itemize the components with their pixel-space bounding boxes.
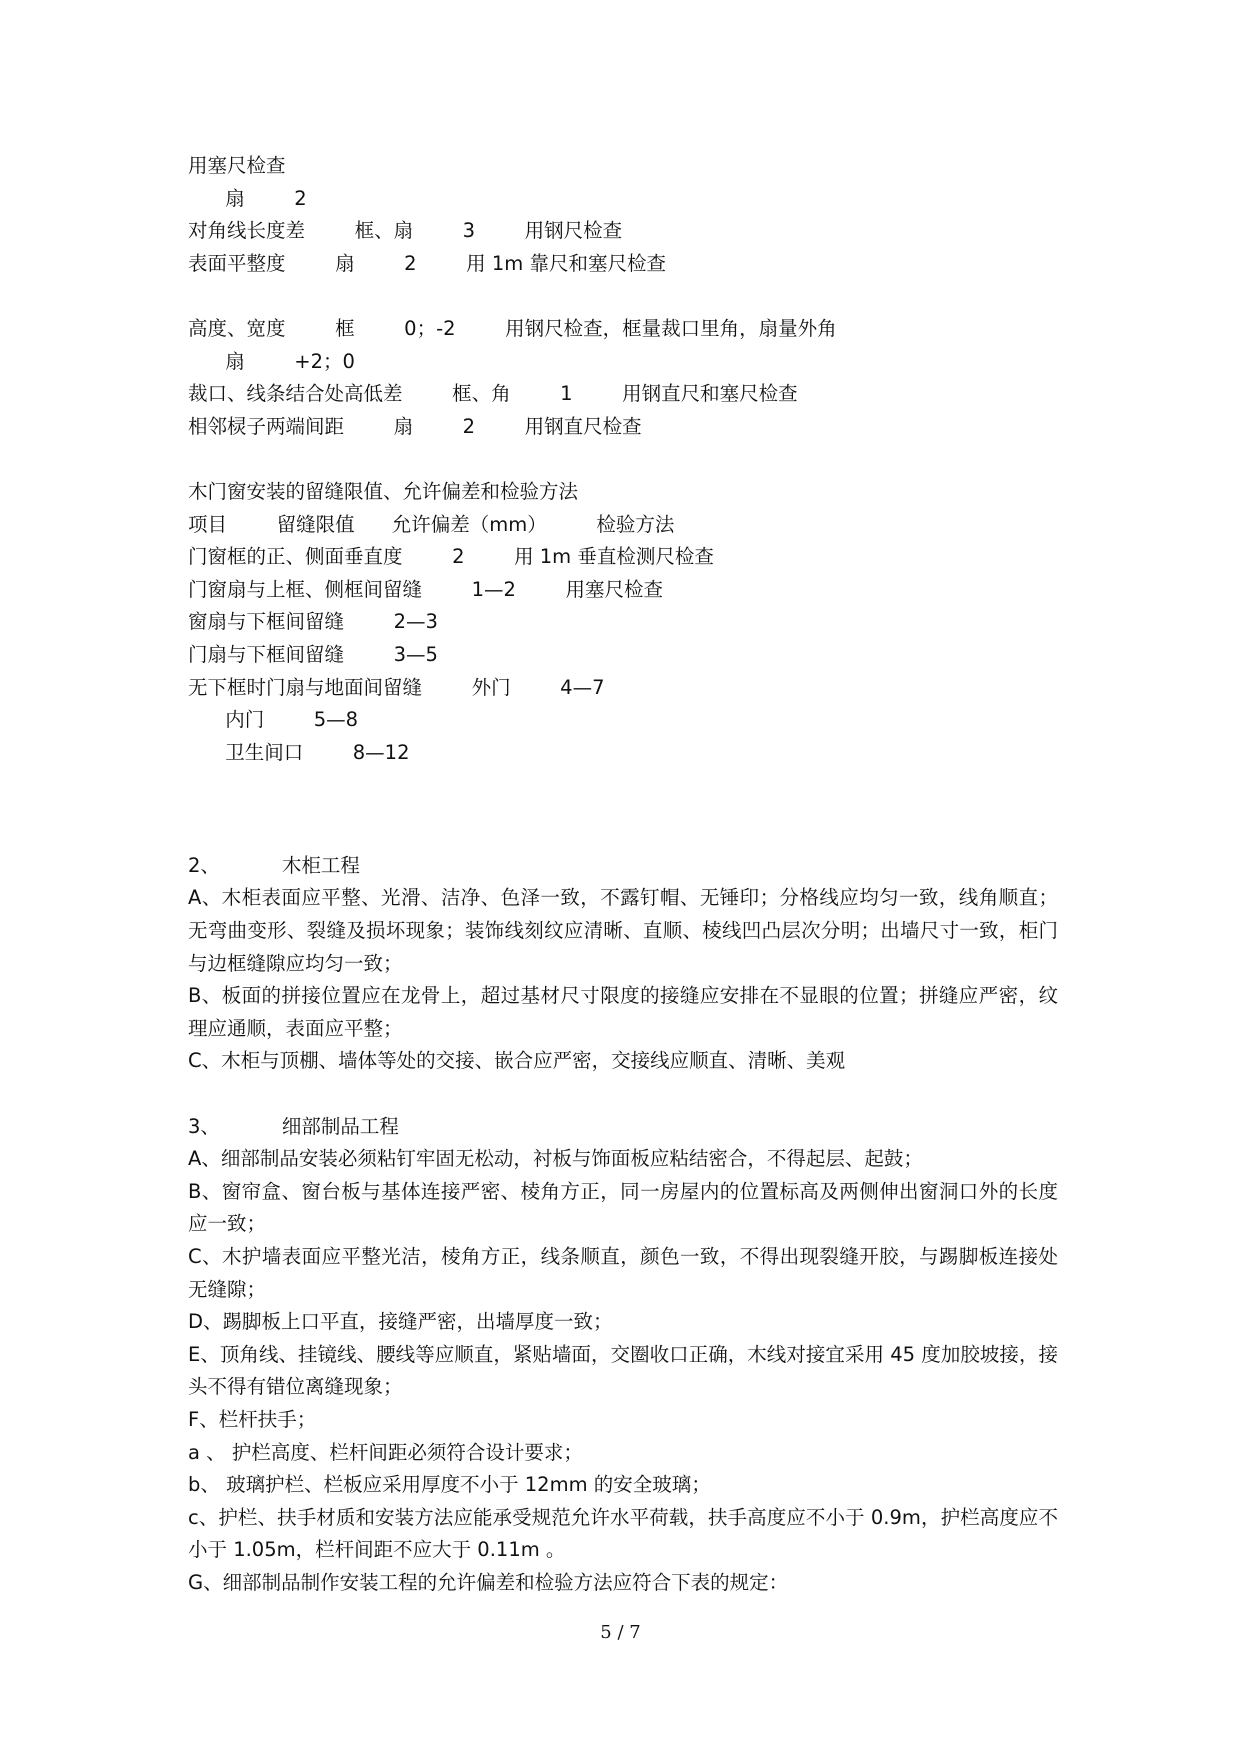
table1-row: 对角线长度差 框、扇 3 用钢尺检查 (188, 219, 623, 243)
document-body (188, 150, 1058, 1600)
table2-header: 项目 留缝限值 允许偏差（mm） 检验方法 (188, 512, 675, 536)
section3-heading: 3、 细部制品工程 (188, 1114, 399, 1138)
blank-line (188, 443, 1058, 476)
section2-item: C、木柜与顶棚、墙体等处的交接、嵌合应严密，交接线应顺直、清晰、美观 (188, 1049, 846, 1073)
section3-item: A、细部制品安装必须粘钉牢固无松动，衬板与饰面板应粘结密合，不得起层、起鼓； (188, 1147, 923, 1171)
section3-item: D、踢脚板上口平直，接缝严密，出墙厚度一致； (188, 1310, 613, 1334)
section2-list (188, 882, 1058, 1078)
section2-item: A、木柜表面应平整、光滑、洁净、色泽一致，不露钉帽、无锤印；分格线应均匀一致，线角顺直；无弯曲变形、裂缝及损坏现象；装饰线刻纹应清晰、直顺、棱线凹凸层次分明；出墙尺寸一致，柜门与边框缝隙应均匀一致； (188, 886, 1058, 975)
section2-heading: 2、 木柜工程 (188, 853, 360, 877)
table1-row: 相邻棂子两端间距 扇 2 用钢直尺检查 (188, 414, 642, 438)
blank-line (188, 1078, 1058, 1111)
section3-item: B、窗帘盒、窗台板与基体连接严密、棱角方正，同一房屋内的位置标高及两侧伸出窗洞口外的长度应一致； (188, 1179, 1058, 1236)
section3-item: F、栏杆扶手； (188, 1407, 317, 1431)
table1-row: 高度、宽度 框 0；-2 用钢尺检查，框量裁口里角，扇量外角 (188, 316, 837, 340)
table2-title: 木门窗安装的留缝限值、允许偏差和检验方法 (188, 479, 579, 503)
blank-line (188, 769, 1058, 817)
section2-item: B、板面的拼接位置应在龙骨上，超过基材尺寸限度的接缝应安排在不显眼的位置；拼缝应严密，纹理应通顺，表面应平整； (188, 984, 1058, 1040)
table1-row: 扇 2 (188, 186, 307, 210)
table2-row: 无下框时门扇与地面间留缝 外门 4—7 (188, 675, 605, 699)
blank-line (188, 280, 1058, 313)
page-number: 5 / 7 (600, 1622, 641, 1643)
section3-item: C、木护墙表面应平整光洁，棱角方正，线条顺直，颜色一致，不得出现裂缝开胶，与踢脚板连接处无缝隙； (188, 1245, 1058, 1301)
table1-row: 用塞尺检查 (188, 154, 286, 177)
section3-item: c、护栏、扶手材质和安装方法应能承受规范允许水平荷载，扶手高度应不小于 0.9m，护栏高度应不小于 1.05m，栏杆间距不应大于 0.11m 。 (188, 1505, 1058, 1562)
section3-item: E、顶角线、挂镜线、腰线等应顺直，紧贴墙面，交圈收口正确，木线对接宜采用 45 度加胶坡接，接头不得有错位离缝现象； (188, 1342, 1058, 1399)
table2-row: 卫生间口 8—12 (188, 740, 410, 764)
table2-row: 门窗框的正、侧面垂直度 2 用 1m 垂直检测尺检查 (188, 545, 714, 569)
table1-row: 裁口、线条结合处高低差 框、角 1 用钢直尺和塞尺检查 (188, 382, 798, 406)
section3-item: b、 玻璃护栏、栏板应采用厚度不小于 12mm 的安全玻璃； (188, 1473, 711, 1497)
table1-row: 扇 +2；0 (188, 349, 355, 373)
section3-item: G、细部制品制作安装工程的允许偏差和检验方法应符合下表的规定： (188, 1570, 789, 1594)
table2-row: 门窗扇与上框、侧框间留缝 1—2 用塞尺检查 (188, 577, 663, 601)
section3-list (188, 1143, 1058, 1599)
section3-item: a 、 护栏高度、栏杆间距必须符合设计要求； (188, 1440, 583, 1464)
table2-row: 内门 5—8 (188, 708, 359, 732)
blank-line (188, 817, 1058, 850)
table1-row: 表面平整度 扇 2 用 1m 靠尺和塞尺检查 (188, 251, 666, 275)
table2-row: 门扇与下框间留缝 3—5 (188, 642, 438, 666)
table2-row: 窗扇与下框间留缝 2—3 (188, 610, 438, 634)
